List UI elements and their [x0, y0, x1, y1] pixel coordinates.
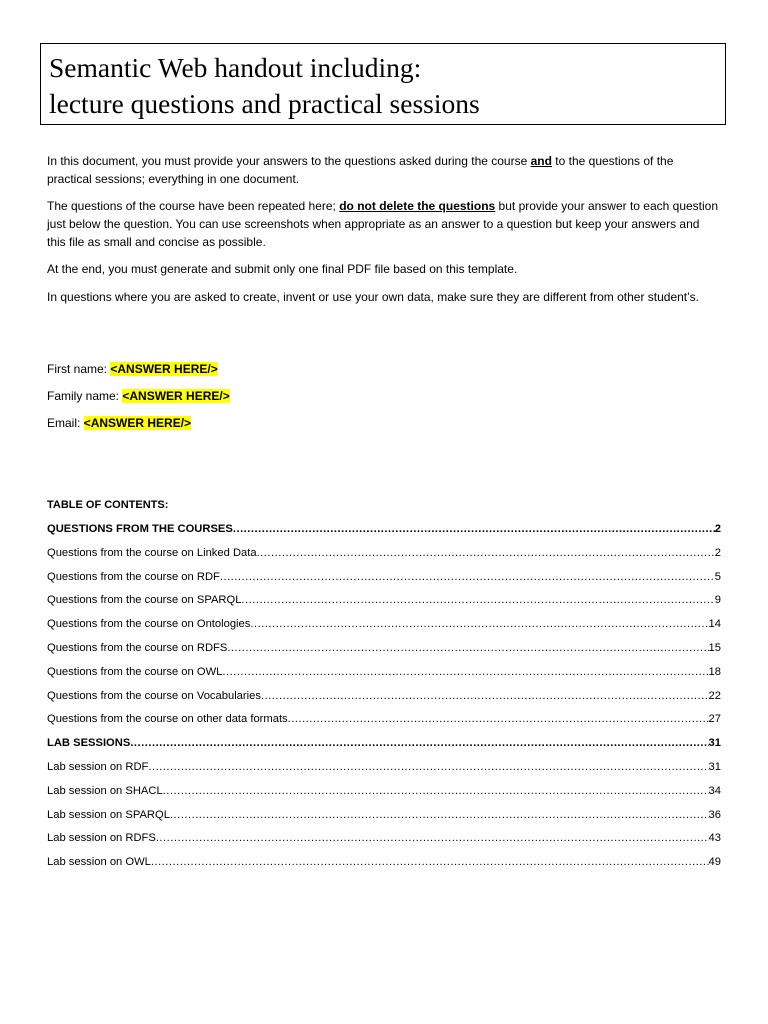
first-name-field [47, 361, 218, 377]
toc-entry-page: 22 [708, 689, 721, 702]
toc-entry-label: QUESTIONS FROM THE COURSES [47, 523, 233, 535]
toc-entry-label: Questions from the course on RDF [47, 570, 220, 583]
title-line-2: lecture questions and practical sessions [49, 88, 480, 119]
toc-entry-label: Lab session on SPARQL [47, 808, 170, 821]
toc-entry[interactable] [47, 785, 721, 809]
email-field [47, 415, 191, 431]
toc-entry-label: Lab session on RDF [47, 760, 149, 773]
toc-entry-label: Questions from the course on SPARQL [47, 594, 242, 607]
toc-leader-dots [241, 594, 714, 606]
toc-entry-label: Questions from the course on Vocabularies [47, 689, 261, 702]
toc-entry-page: 14 [708, 618, 721, 631]
toc-entry[interactable] [47, 809, 721, 833]
toc-leader-dots [257, 547, 715, 559]
toc-entry-page: 9 [714, 594, 721, 607]
toc-entry-page: 15 [708, 641, 721, 654]
toc-entry-label: LAB SESSIONS [47, 737, 131, 750]
toc-heading: TABLE OF CONTENTS: [47, 499, 169, 511]
toc-entry-page: 2 [714, 523, 721, 535]
toc-entry[interactable] [47, 594, 721, 618]
toc-entry-page: 2 [714, 546, 721, 559]
toc-leader-dots [233, 523, 715, 535]
toc-entry[interactable] [47, 690, 721, 714]
toc-leader-dots [227, 642, 708, 654]
family-name-value[interactable]: <ANSWER HERE/> [122, 389, 230, 403]
toc-entry-page: 27 [708, 713, 721, 726]
toc-entry[interactable] [47, 832, 721, 856]
title-line-1: Semantic Web handout including: [49, 52, 422, 83]
toc-entry[interactable] [47, 666, 721, 690]
toc-leader-dots [148, 761, 708, 773]
toc-entry-label: Questions from the course on Ontologies [47, 618, 251, 631]
toc-entry-page: 5 [714, 570, 721, 583]
toc-leader-dots [261, 690, 709, 702]
toc-entry[interactable] [47, 523, 721, 547]
email-value[interactable]: <ANSWER HERE/> [83, 416, 192, 430]
intro-paragraph-3: At the end, you must generate and submit only one final PDF file based on this template. [47, 262, 518, 276]
first-name-value[interactable]: <ANSWER HERE/> [110, 362, 218, 376]
toc-entry-label: Lab session on SHACL [47, 784, 163, 797]
toc-entry[interactable] [47, 618, 721, 642]
toc-entry[interactable] [47, 642, 721, 666]
intro-paragraph-1: In this document, you must provide your answers to the questions asked during the course and to the questions of the practical sessions; everything in one document. [47, 154, 674, 186]
toc-leader-dots [156, 832, 709, 844]
toc-entry[interactable] [47, 761, 721, 785]
intro-paragraph-2: The questions of the course have been repeated here; do not delete the questions but provide your answer to each question just below the question. You can use screenshots when appropriate as an answer to a question but keep your answers and this file as small and concise as possible. [47, 199, 719, 249]
toc-entry-page: 31 [708, 760, 721, 773]
toc-leader-dots [288, 713, 709, 725]
document-title-box [40, 43, 726, 125]
table-of-contents [47, 523, 721, 880]
toc-leader-dots [170, 809, 709, 821]
family-name-label: Family name: [47, 389, 123, 403]
toc-entry-label: Lab session on RDFS [47, 832, 156, 845]
toc-entry-label: Questions from the course on RDFS [47, 641, 228, 654]
first-name-label: First name: [47, 362, 111, 376]
toc-entry[interactable] [47, 547, 721, 571]
toc-entry[interactable] [47, 713, 721, 737]
toc-entry-label: Questions from the course on other data formats [47, 713, 288, 726]
toc-entry[interactable] [47, 571, 721, 595]
toc-leader-dots [220, 571, 715, 583]
toc-entry-page: 18 [708, 665, 721, 678]
toc-entry[interactable] [47, 737, 721, 761]
toc-entry-label: Questions from the course on OWL [47, 665, 223, 678]
toc-entry-page: 43 [708, 832, 721, 845]
toc-entry-page: 36 [708, 808, 721, 821]
toc-leader-dots [222, 666, 708, 678]
toc-leader-dots [151, 856, 709, 868]
family-name-field [47, 388, 230, 404]
email-label: Email: [47, 416, 84, 430]
toc-entry-label: Lab session on OWL [47, 856, 151, 869]
intro-paragraph-4: In questions where you are asked to create, invent or use your own data, make sure they are different from other student’s. [47, 290, 699, 304]
toc-entry[interactable] [47, 856, 721, 880]
toc-entry-page: 34 [708, 784, 721, 797]
toc-leader-dots [163, 785, 709, 797]
toc-entry-label: Questions from the course on Linked Data [47, 546, 257, 559]
toc-leader-dots [130, 737, 708, 749]
toc-entry-page: 31 [708, 737, 721, 750]
toc-entry-page: 49 [708, 856, 721, 869]
toc-leader-dots [250, 618, 708, 630]
